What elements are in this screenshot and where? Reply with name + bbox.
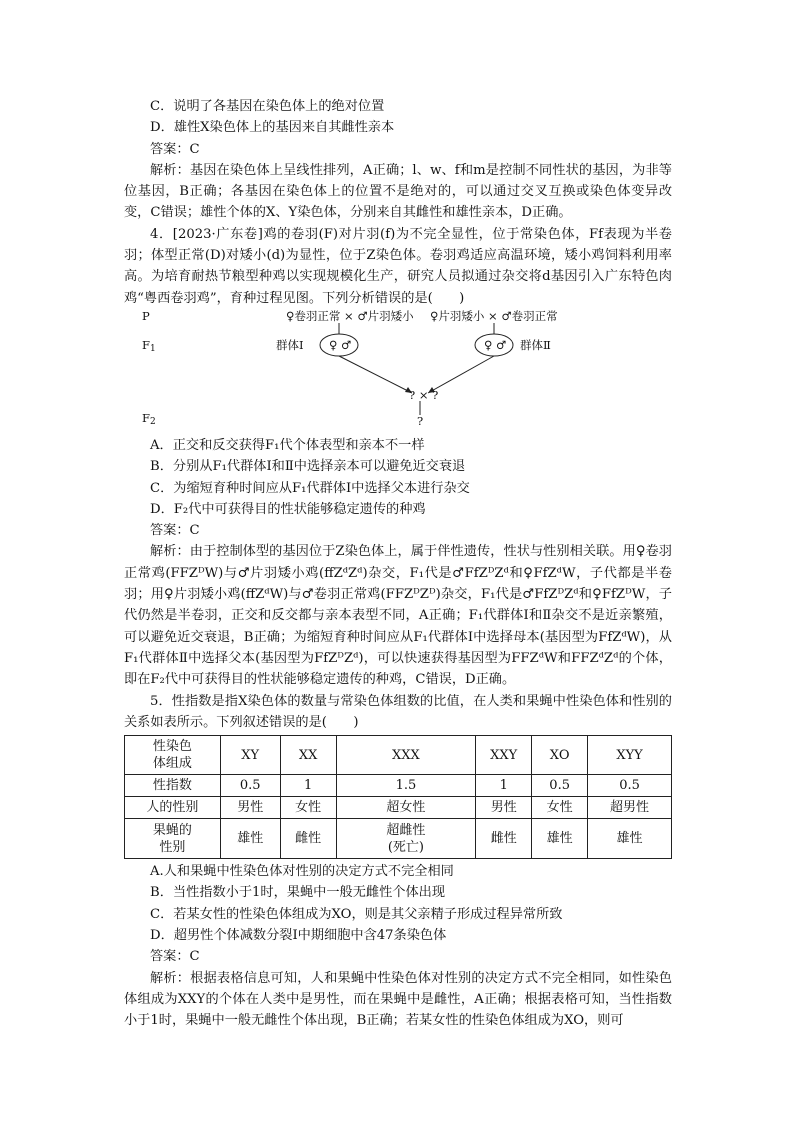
q4-option-b: B．分别从F₁代群体Ⅰ和Ⅱ中选择亲本可以避免近交衰退 (150, 459, 466, 475)
table-cell: XYY (588, 736, 672, 775)
group-2-oval-text: ♀ ♂ (484, 337, 507, 352)
table-cell: XXX (336, 736, 476, 775)
q5-answer: 答案：C (150, 949, 200, 965)
table-cell: 男性 (476, 797, 532, 819)
q5-option-d: D．超男性个体减数分裂Ⅰ中期细胞中含47条染色体 (150, 928, 447, 944)
sex-chromosome-table (124, 735, 672, 859)
table-row (125, 819, 672, 859)
table-cell: 雄性 (220, 819, 280, 859)
table-cell: 女性 (280, 797, 336, 819)
table-cell: 男性 (220, 797, 280, 819)
q5-option-b: B．当性指数小于1时，果蝇中一般无雌性个体出现 (150, 885, 446, 901)
table-cell: 超女性 (336, 797, 476, 819)
table-cell: 雄性 (588, 819, 672, 859)
table-cell: 性指数 (125, 775, 221, 797)
q4-answer: 答案：C (150, 523, 200, 539)
table-cell: 0.5 (588, 775, 672, 797)
table-cell: 性染色 体组成 (125, 736, 221, 775)
group-1-label: 群体Ⅰ (276, 337, 304, 352)
table-cell: 雌性 (280, 819, 336, 859)
table-cell: 1.5 (336, 775, 476, 797)
table-cell: 超雌性 (死亡) (336, 819, 476, 859)
f2-cross: ? × ? (409, 387, 439, 402)
q3-option-c: C．说明了各基因在染色体上的绝对位置 (150, 99, 385, 114)
group-2-label: 群体Ⅱ (520, 337, 551, 352)
q5-option-c: C．若某女性的性染色体组成为XO，则是其父亲精子形成过程异常所致 (150, 906, 563, 922)
table-cell: 人的性别 (125, 797, 221, 819)
table-row (125, 736, 672, 775)
document-page (124, 96, 672, 1032)
table-cell: 0.5 (220, 775, 280, 797)
generation-p: P (142, 308, 150, 323)
cross-right: ♀片羽矮小 × ♂卷羽正常 (430, 308, 558, 323)
q3-option-d: D．雄性X染色体上的基因来自其雌性亲本 (150, 120, 395, 136)
breeding-diagram (124, 308, 672, 431)
table-cell: 果蝇的 性别 (125, 819, 221, 859)
table-cell: 雄性 (532, 819, 588, 859)
table-cell: XO (532, 736, 588, 775)
table-cell: 1 (476, 775, 532, 797)
table-cell: XX (280, 736, 336, 775)
q3-analysis: 解析：基因在染色体上呈线性排列，A正确；l、w、f和m是控制不同性状的基因，为非等位基因，B正确；各基因在染色体上的位置不是绝对的，可以通过交叉互换或染色体变异改变，C错误；雄性个体的X、Y染色体，分别来自其雌性和雄性亲本，D正确。 (124, 162, 672, 221)
table-cell: 女性 (532, 797, 588, 819)
table-cell: 雌性 (476, 819, 532, 859)
table-row (125, 775, 672, 797)
generation-f1: $F_1$ (142, 337, 156, 354)
table-cell: XY (220, 736, 280, 775)
q5-stem: 5．性指数是指X染色体的数量与常染色体组数的比值，在人类和果蝇中性染色体和性别的关系如表所示。下列叙述错误的是( ) (124, 693, 672, 730)
table-cell: 超男性 (588, 797, 672, 819)
generation-f2: $F_2$ (142, 410, 156, 427)
f2-result: ? (417, 413, 424, 428)
table-cell: 1 (280, 775, 336, 797)
group-1-oval-text: ♀ ♂ (329, 337, 352, 352)
q4-option-c: C．为缩短育种时间应从F₁代群体Ⅰ中选择父本进行杂交 (150, 480, 470, 496)
table-cell: 0.5 (532, 775, 588, 797)
q4-analysis: 解析：由于控制体型的基因位于Z染色体上，属于伴性遗传，性状与性别相关联。用♀卷羽正常鸡(FFZᴰW)与♂片羽矮小鸡(ffZᵈZᵈ)杂交，F₁代是♂FfZᴰZᵈ和♀FfZᵈW，子代都是半卷羽；用♀片羽矮小鸡(ffZᵈW)与♂卷羽正常鸡(FFZᴰZᴰ)杂交，F₁代是♂FfZᴰZᵈ和♀FfZᴰW，子代仍然是半卷羽，正交和反交都与亲本表型不同，A正确；F₁代群体Ⅰ和Ⅱ杂交不是近亲繁殖，可以避免近交衰退，B正确；为缩短育种时间应从F₁代群体Ⅰ中选择母本(基因型为FfZᵈW)，从F₁代群体Ⅱ中选择父本(基因型为FfZᴰZᵈ)，可以快速获得基因型为FFZᵈW和FFZᵈZᵈ的个体，即在F₂代中可获得目的性状能够稳定遗传的种鸡，C错误，D正确。 (124, 544, 672, 688)
q4-option-a: A．正交和反交获得F₁代个体表型和亲本不一样 (150, 437, 425, 453)
q4-stem: 4．[2023·广东卷]鸡的卷羽(F)对片羽(f)为不完全显性，位于常染色体，Ff表现为半卷羽；体型正常(D)对矮小(d)为显性，位于Z染色体。卷羽鸡适应高温环境，矮小鸡饲料利用率高。为培育耐热节粮型种鸡以实现规模化生产，研究人员拟通过杂交将d基因引入广东特色肉鸡“粤西卷羽鸡”，育种过程见图。下列分析错误的是( ) (124, 226, 672, 306)
q3-answer: 答案：C (150, 141, 200, 157)
q5-analysis: 解析：根据表格信息可知，人和果蝇中性染色体对性别的决定方式不完全相同，如性染色体组成为XXY的个体在人类中是男性，而在果蝇中是雌性，A正确；根据表格可知，当性指数小于1时，果蝇中一般无雌性个体出现，B正确；若某女性的性染色体组成为XO，则可 (124, 970, 672, 1029)
table-row (125, 797, 672, 819)
q4-option-d: D．F₂代中可获得目的性状能够稳定遗传的种鸡 (150, 501, 426, 517)
q5-option-a: A.人和果蝇中性染色体对性别的决定方式不完全相同 (150, 864, 454, 880)
cross-left: ♀卷羽正常 × ♂片羽矮小 (286, 308, 414, 323)
table-cell: XXY (476, 736, 532, 775)
breeding-diagram-lines (124, 308, 672, 431)
